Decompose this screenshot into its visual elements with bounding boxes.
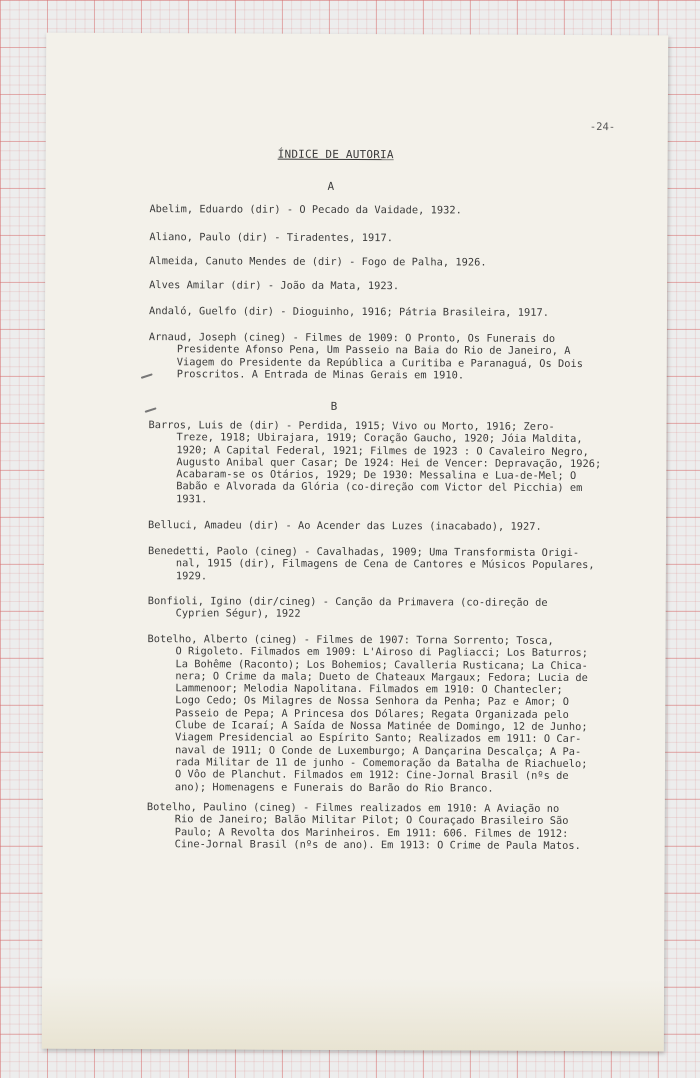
index-entry-botelho-alberto	[147, 633, 626, 795]
entry-line: Aliano, Paulo (dir) - Tiradentes, 1917.	[149, 231, 394, 245]
section-letter-a: A	[327, 179, 335, 193]
entry-line: O Vôo de Planchut. Filmados em 1912: Cine-Jornal Brasil (nºs de	[174, 768, 569, 783]
entry-line: Belluci, Amadeu (dir) - Ao Acender das Luzes (inacabado), 1927.	[148, 519, 542, 533]
index-entry-aliano	[149, 231, 627, 245]
entry-line: nera; O Crime da mala; Dueto de Chateaux Margaux; Fedora; Lucia de	[175, 670, 588, 684]
entry-line: Rio de Janeiro; Balão Militar Pilot; O Couraçado Brasileiro São	[174, 813, 569, 828]
page-title: ÍNDICE DE AUTORIA	[277, 147, 394, 162]
entry-line: 1929.	[175, 569, 208, 582]
entry-line: 1920; A Capital Federal, 1921; Filmes de 1923 : O Cavaleiro Negro,	[176, 443, 589, 458]
entry-line: Botelho, Alberto (cineg) - Filmes de 1907: Torna Sorrento; Tosca,	[147, 633, 554, 647]
entry-line: La Bohême (Raconto); Los Bohemios; Cavalleria Rusticana; La Chica-	[175, 657, 588, 672]
entry-line: rada Militar de 11 de junho - Comemoração da Batalha de Riachuelo;	[175, 756, 588, 770]
entry-line: Clube de Icaraí; A Saída de Nossa Matinée de Domingo, 12 de Junho;	[175, 719, 588, 734]
entry-line: Viagem do Presidente da República a Curitiba e Paranaguá, Os Dois	[176, 355, 584, 370]
entry-line: Alves Amilar (dir) - João da Mata, 1923.	[149, 279, 400, 293]
entry-line: Viagem Presidencial ao Espírito Santo; Realizados em 1911: O Car-	[175, 731, 582, 746]
index-entry-botelho-paulino	[147, 801, 625, 852]
entry-line: Almeida, Canuto Mendes de (dir) - Fogo de Palha, 1926.	[149, 255, 487, 269]
entry-line: Presidente Afonso Pena, Um Passeio na Baia do Rio de Janeiro, A	[176, 343, 571, 358]
index-entry-bonfioli	[148, 595, 626, 622]
entry-line: Treze, 1918; Ubirajara, 1919; Coração Gaucho, 1920; Jóia Maldita,	[176, 431, 583, 446]
entry-line: Paulo; A Revolta dos Marinheiros. Em 1911: 606. Filmes de 1912:	[174, 825, 569, 840]
index-entry-barros	[148, 419, 626, 507]
entry-line: nal, 1915 (dir), Filmagens de Cena de Cantores e Músicos Populares,	[175, 557, 595, 572]
page-number: -24-	[589, 121, 616, 134]
entry-line: O Rigoleto. Filmados em 1909: L'Airoso di Pagliacci; Los Baturros;	[175, 645, 588, 660]
entry-line: Botelho, Paulino (cineg) - Filmes realizados em 1910: A Aviação no	[146, 801, 560, 815]
entry-line: 1931.	[176, 493, 208, 506]
entry-line: Acabaram-se os Otários, 1929; De 1930: Messalina e Lua-de-Mel; O	[176, 468, 577, 483]
entry-line: Cine-Jornal Brasil (nºs de ano). Em 1913: O Crime de Paula Matos.	[174, 838, 581, 852]
entry-line: Passeio de Pepa; A Princesa dos Dólares; Regata Organizada pelo	[175, 706, 569, 721]
entry-line: Arnaud, Joseph (cineg) - Filmes de 1909: O Pronto, Os Funerais do	[148, 331, 556, 345]
entry-line: Logo Cedo; Os Milagres de Nossa Senhora da Penha; Paz e Amor; O	[175, 694, 570, 709]
index-entry-abelim	[149, 203, 627, 217]
index-entry-arnaud	[149, 331, 627, 382]
pencil-mark	[145, 407, 157, 413]
index-entry-almeida	[149, 255, 627, 269]
entry-line: Cyprien Ségur), 1922	[175, 607, 301, 621]
document-page	[42, 33, 668, 1052]
entry-line: Proscritos. A Entrada de Minas Gerais em 1910.	[176, 368, 465, 382]
entry-line: naval de 1911; O Conde de Luxemburgo; A Dançarina Descalça; A Pa-	[175, 743, 582, 758]
entry-line: ano); Homenagens e Funerais do Barão do Rio Branco.	[174, 780, 494, 795]
entry-line: Barros, Luis de (dir) - Perdida, 1915; Vivo ou Morto, 1916; Zero-	[148, 419, 555, 433]
entry-line: Bonfioli, Igino (dir/cineg) - Canção da Primavera (co-direção de	[147, 595, 548, 609]
index-entry-alves	[149, 279, 627, 293]
entry-line: Benedetti, Paolo (cineg) - Cavalhadas, 1909; Uma Transformista Origi-	[147, 545, 580, 559]
index-entry-andalo	[149, 305, 627, 319]
index-entry-belluci	[148, 519, 626, 533]
entry-line: Andaló, Guelfo (dir) - Dioguinho, 1916; Pátria Brasileira, 1917.	[148, 305, 549, 319]
entry-line: Augusto Anibal quer Casar; De 1924: Hei de Vencer: Depravação, 1926;	[176, 456, 602, 470]
entry-line: Babão e Alvorada da Glória (co-direção com Victor del Picchia) em	[176, 480, 583, 495]
index-entry-benedetti	[148, 545, 626, 584]
section-letter-b: B	[330, 399, 338, 413]
entry-line: Lammenoor; Melodia Napolitana. Filmados em 1910: O Chantecler;	[175, 682, 563, 697]
entry-line: Abelim, Eduardo (dir) - O Pecado da Vaidade, 1932.	[149, 203, 462, 217]
